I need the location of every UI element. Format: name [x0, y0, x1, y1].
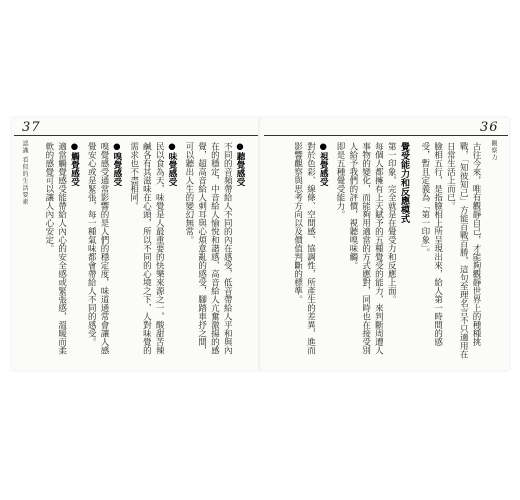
page-number-right: 36 [480, 120, 499, 135]
subheading: ●觸覺感受 [69, 142, 80, 186]
paragraph: 對於色彩、線條、空間感、協調性，所產生的差異，進而影響觀察與思考方向以及價值判斷的標準。 [292, 142, 316, 355]
left-page-text [43, 142, 246, 362]
paragraph: 臉相五行，是指臉相上所呈現出來，給人第一時間的感受，暫且定義為「第一印象」。 [419, 142, 443, 346]
subheading: ●聽覺感受 [235, 142, 245, 186]
header-rule-right [264, 135, 508, 136]
paragraph: 即是五種覺受能力。 [335, 142, 346, 219]
paragraph: 第一印象，完全就是在覺受力和反應上面。 [386, 142, 397, 304]
running-head-left: 認識 看似的生活要素 [21, 140, 28, 206]
header-rule-left [14, 135, 258, 136]
right-page-text [268, 142, 482, 362]
section-heading: 覺受能力和反應模式 [399, 142, 410, 223]
paragraph: 民以食為天，味覺是人最重要的快樂來源之一，酸甜苦辣鹹各有其滋味在心頭，所以不同的心境之下，人對味覺的需求也不盡相同。 [128, 142, 165, 355]
page-number-left: 37 [22, 120, 41, 135]
running-head-right: 觀察力 [490, 140, 497, 161]
paragraph: 嗅覺感受通常影響的是人們的穩定度，味道通常會讓人感覺安心或是緊張，每一種氣味都會帶給人不同的感受。 [86, 142, 110, 355]
subheading: ●視覺感受 [318, 142, 329, 186]
subheading: ●味覺感受 [167, 142, 178, 186]
paragraph: 每個人都擁有上天賦予的五種覺受的能力，來判斷周遭人事物的變化，而能夠用適當的方式應對，同時也在接受別人給予我們的評價，視聽嗅味觸。 [347, 142, 384, 355]
paragraph: 適當觸覺感受能帶給人內心的安全感或緊張感，溫暖而柔軟的感覺可以讓人內心安定。 [43, 142, 67, 355]
paragraph: 古往今來，唯有觀靜自己，才能夠觀靜世界上的種種挑戰，「知彼知己」方能百戰百勝，這句至理名言不只適用在日常生活上而已。 [445, 142, 481, 359]
paragraph: 不同的音頻帶給人不同的內在感受，低音帶給人平和與內在的穩定，中音給人愉悅和諧感，高音給人亢奮激揚的感覺，超高音給人刺耳與心煩意亂的感受，腳踏車抒之間，可以聽出人生的變幻無常。 [183, 142, 233, 355]
subheading: ●嗅覺感受 [111, 142, 122, 186]
book-gutter [258, 118, 261, 370]
